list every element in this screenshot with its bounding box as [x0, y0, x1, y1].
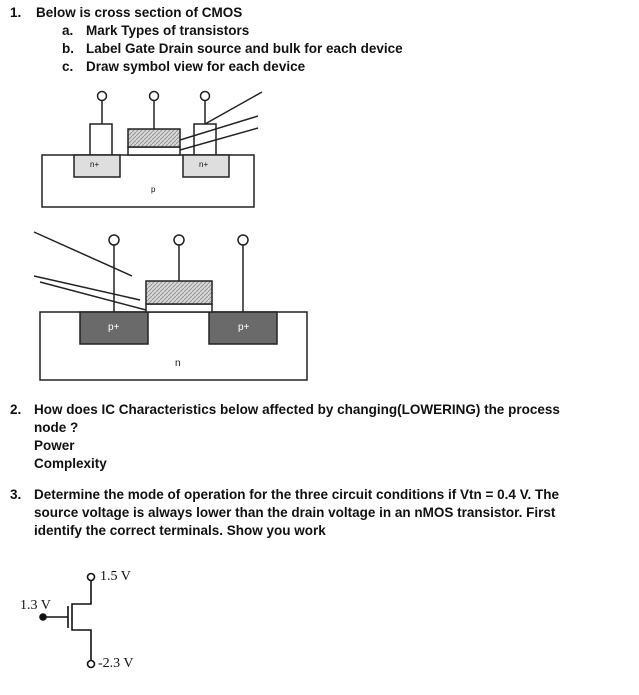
q1-number: 1. [10, 5, 22, 20]
q2-item-complexity: Complexity [34, 456, 107, 471]
nmos-mid-terminal [150, 92, 159, 101]
nmos-circuit-symbol [40, 574, 95, 668]
q3-line2: source voltage is always lower than the drain voltage in an nMOS transistor. First [34, 505, 556, 520]
pmos-right-diffusion-label: p+ [238, 322, 250, 333]
nmos-gate-oxide [128, 147, 180, 155]
nmos-substrate-label: p [151, 185, 156, 194]
q1-a-marker: a. [62, 23, 74, 38]
pmos-cross-section [34, 232, 307, 380]
top-terminal [88, 574, 95, 581]
q2-item-power: Power [34, 438, 75, 453]
q1-a-text: Mark Types of transistors [86, 23, 250, 38]
q3-line1: Determine the mode of operation for the three circuit conditions if Vtn = 0.4 V. The [34, 487, 559, 502]
gate-voltage-label: 1.3 V [20, 598, 51, 613]
q1-b-text: Label Gate Drain source and bulk for each device [86, 41, 403, 56]
q3-line3: identify the correct terminals. Show you work [34, 523, 326, 538]
pmos-right-terminal [238, 235, 248, 245]
top-voltage-label: 1.5 V [100, 569, 131, 584]
q2-line2: node ? [34, 420, 79, 435]
nmos-right-diffusion-label: n+ [199, 160, 209, 169]
pmos-mid-terminal [174, 235, 184, 245]
nmos-right-terminal [201, 92, 210, 101]
pmos-gate-oxide [146, 304, 212, 312]
gate-terminal [40, 614, 46, 620]
nmos-left-terminal [98, 92, 107, 101]
q1-c-text: Draw symbol view for each device [86, 59, 306, 74]
pmos-substrate-label: n [175, 358, 181, 369]
bottom-voltage-label: -2.3 V [98, 656, 134, 671]
nmos-gate [128, 129, 180, 147]
pmos-left-diffusion-label: p+ [108, 322, 120, 333]
q2-line1: How does IC Characteristics below affected by changing(LOWERING) the process [34, 402, 560, 417]
q1-title: Below is cross section of CMOS [36, 5, 243, 20]
pmos-left-terminal [109, 235, 119, 245]
pmos-gate [146, 281, 212, 304]
q1-c-marker: c. [62, 59, 74, 74]
q3-number: 3. [10, 487, 22, 502]
nmos-left-diffusion-label: n+ [90, 160, 100, 169]
q1-b-marker: b. [62, 41, 74, 56]
q2-number: 2. [10, 402, 22, 417]
bottom-terminal [88, 661, 95, 668]
